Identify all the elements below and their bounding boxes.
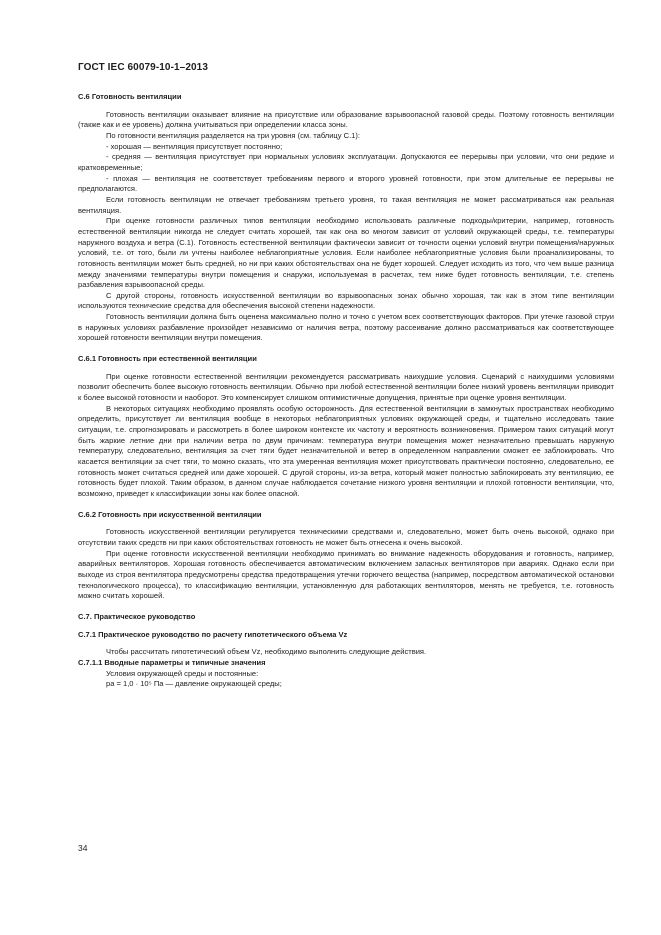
paragraph: Чтобы рассчитать гипотетический объем Vz, необходимо выполнить следующие действия. — [106, 647, 427, 657]
document-header: ГОСТ IEC 60079-10-1–2013 — [78, 62, 208, 73]
paragraph: Готовность вентиляции должна быть оценена максимально полно и точно с учетом всех соответствующих факторов. При утечке газовой струи в наружных условиях разбавление произойдет независимо от наличия ветра, поэтому рассеивание должно рассматриваться как соответствующее хорошей готовности вентиляции внутри помещения. — [78, 312, 614, 343]
paragraph: При оценке готовности естественной вентиляции рекомендуется рассматривать наихудшие условия. Сценарий с наихудшими условиями позволит обеспечить более высокую готовность вентиляции. Обычно при любой естественной вентиляции более низкий уровень вентиляции приводит к более высокой готовности и наоборот. Это компенсирует слишком оптимистичные допущения, принятые при оценке уровня вентиляции. — [78, 371, 614, 403]
section-heading: С.6 Готовность вентиляции — [78, 92, 182, 101]
section-heading: С.7.1 Практическое руководство по расчету гипотетического объема Vz — [78, 629, 348, 639]
paragraph: Готовность искусственной вентиляции регулируется техническими средствами и, следовательно, может быть очень высокой, однако при отсутствии таких средств ни при каких обстоятельствах готовность не может быть отнесена к очень высокой. — [78, 527, 614, 547]
list-item: - хорошая — вентиляция присутствует постоянно; — [106, 141, 283, 151]
paragraph: По готовности вентиляция разделяется на три уровня (см. таблицу С.1): — [106, 130, 360, 140]
paragraph: Условия окружающей среды и постоянные: — [106, 668, 259, 678]
list-item: - средняя — вентиляция присутствует при нормальных условиях эксплуатации. Допускаются ее перерывы при условии, что они редкие и кратковременные; — [78, 152, 614, 172]
page-number: 34 — [78, 843, 88, 853]
paragraph: При оценке готовности искусственной вентиляции необходимо принимать во внимание надежность оборудования и готовность, например, аварийных вентиляторов. Хорошая готовность обеспечивается автоматическим включением запасных вентиляторов при авариях. Однако если при выходе из строя вентилятора предусмотрены средства предотвращения утечки горючего вещества (например, посредством автоматической остановки технологического процесса), то классификацию вентиляции, установленную для работающих вентиляторов, менять не требуется, т.е. готовность можно считать хорошей. — [78, 548, 614, 601]
paragraph: С другой стороны, готовность искусственной вентиляции во взрывоопасных зонах обычно хорошая, так как в этом типе вентиляции используются технические средства для обеспечения высокой степени надежности. — [78, 290, 614, 311]
section-heading: С.6.2 Готовность при искусственной вентиляции — [78, 509, 262, 519]
paragraph: При оценке готовности различных типов вентиляции необходимо использовать различные подходы/критерии, например, готовность естественной вентиляции никогда не следует считать хорошей, так как она во многом зависит от условий окружающей среды, т.е. температуры наружного воздуха и ветра (С.1). Готовность естественной вентиляции фактически зависит от точности оценки условий внутри помещения/наружных условий, т.е. от того, были ли учтены наиболее неблагоприятные условия. Если наиболее неблагоприятные условия были проанализированы, то готовность вентиляции может быть средней, но ни при каких обстоятельствах она не будет хорошей. Следует исходить из того, что чем выше разница между значениями температуры внутри помещения и снаружи, используемая в расчетах, тем ниже будет готовность вентиляции, т.е. степень разбавления взрывоопасной среды. — [78, 216, 614, 290]
paragraph: В некоторых ситуациях необходимо проявлять особую осторожность. Для естественной вентиляции в замкнутых пространствах необходимо определить, присутствует ли вентиляция вообще в некоторых неблагоприятных условиях окружающей среды, и тщательно исследовать такие ситуации, т.е. спрогнозировать и рассмотреть в более широком контексте их частоту и вероятность возникновения. Примером таких ситуаций могут быть жаркие летние дни при наличии ветра по двум причинам: температура внутри помещения может незначительно превышать наружную температуру, следовательно, вентиляция за счет тяги будет незначительной и ветер в определенном направлении сможет ее заблокировать. Что касается вентиляции за счет тяги, то можно сказать, что эта умеренная вентиляция может присутствовать практически постоянно, следовательно, ее готовность может считаться средней или даже хорошей. С другой стороны, из-за ветра, который может полностью заблокировать эту вентиляцию, ее готовность будет плохой. Таким образом, в данном случае наблюдается сочетание низкого уровня вентиляции и плохой готовности вентиляции, что, возможно, приведет к классификации зоны как более опасной. — [78, 403, 614, 498]
list-item: - плохая — вентиляция не соответствует требованиям первого и второго уровней готовности, при этом длительные ее перерывы не предполагаются. — [78, 173, 614, 194]
paragraph: Готовность вентиляции оказывает влияние на присутствие или образование взрывоопасной газовой среды. Поэтому готовность вентиляции (также как и ее уровень) должна учитываться при определении класса зоны. — [78, 109, 614, 130]
section-heading: С.7. Практическое руководство — [78, 611, 196, 621]
formula-line: pa = 1,0 · 10⁵ Па — давление окружающей среды; — [106, 679, 282, 689]
section-heading: С.7.1.1 Вводные параметры и типичные значения — [78, 657, 266, 667]
paragraph: Если готовность вентиляции не отвечает требованиям третьего уровня, то такая вентиляция не может рассматриваться как реальная вентиляция. — [78, 194, 614, 215]
section-heading: С.6.1 Готовность при естественной вентиляции — [78, 354, 257, 364]
page-body — [78, 92, 614, 690]
